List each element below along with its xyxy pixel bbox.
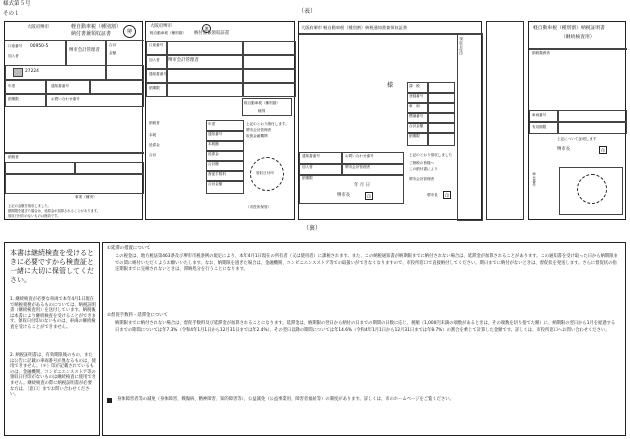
slip3-side-note-4: 堺市長 — [427, 193, 438, 197]
slip3-shicho: 堺市長 — [337, 193, 351, 198]
slip1-kouza-label: 口座番号 — [8, 44, 23, 48]
back-heading-2: ②督促手数料・延滞金について — [107, 313, 168, 318]
slip4-date-stamp — [577, 174, 607, 204]
slip3-side-note-1: ご納税の皆様へ — [409, 161, 435, 165]
slip1-city: 大阪府堺市 — [27, 25, 49, 30]
slip3-owarai-label: お問い合わせ番号 — [345, 154, 374, 158]
slip3-right-label-2: 車 両 — [409, 104, 420, 108]
slip3-shiwake-label: 通知書番号 — [302, 154, 320, 158]
slip2-gokei-label: 合計 — [149, 153, 157, 157]
slip2-tsuuchi-label: 通知書番号 — [149, 72, 167, 76]
slip1-note-3: 領収日付印のないものは無効です。 — [8, 214, 61, 218]
back-para-1: この税金は、地方税法第463条及び堺市市税条例の規定により、本年4月1日現在の所有者（又は使用者）に課税されます。また、この納税通知書が納期限までに納付されない場合は、延滞金が加算されることがあります。この通知書を受け取った日から納期限までの間に納付いただくようお願いいたします。なお、納期限を過ぎた場合は、金融機関、コンビニエンスストア等での取扱いができなくなりますので、市役所窓口で直接納付してください。期日までに納付がないときは、督促状を発送します。さらに督促状の指定期限までに完納されないときは、滞納処分を行うことになります。 — [115, 254, 618, 273]
slip2-city: 大阪府堺市 — [150, 24, 172, 29]
slip1-note-2: 納期限を過ぎた場合は、延滞金が加算されることがあります。 — [8, 209, 101, 213]
slip1-number2: 27224 — [25, 69, 39, 74]
slip-2-payment — [145, 21, 295, 220]
slip1-gokei-label: 合計 — [109, 43, 117, 47]
slip2-kigen-label: 納期限 — [149, 86, 160, 90]
slip4-shicho: 堺市長 — [557, 147, 571, 152]
slip3-ryoshuu: 領収日付印 — [459, 37, 464, 55]
slip2-item-4: 合計額 — [208, 162, 219, 166]
omote-label: （表） — [298, 8, 317, 15]
slip2-note-2: 取扱金融機関 — [246, 134, 268, 138]
slip1-note-1: 上記の金額を領収しました。 — [8, 204, 51, 208]
slip2-hoteki: 軽自動車税（種別割） — [244, 101, 280, 105]
slip1-kanyusha-label: 加入者 — [8, 54, 19, 58]
slip3-side-note-0: 上記のとおり領収しました — [409, 153, 453, 157]
slip3-kanyusha-label: 加入者 — [302, 165, 313, 169]
ura-label: （裏） — [303, 225, 322, 232]
slip4-nouzeisha-label: 納税義務者 — [532, 51, 550, 55]
back-bullet — [107, 398, 112, 403]
slip2-seal: 堺 — [202, 24, 211, 33]
slip2-item-3: 延滞金 — [208, 152, 219, 156]
slip1-owarai-label: お問い合わせ番号 — [51, 97, 80, 101]
slip3-right-label-4: 合計金額 — [409, 124, 424, 128]
slip3-right-label-1: 登録番号 — [409, 94, 424, 98]
back-heading-1: ①延滞の措置について — [107, 246, 151, 251]
slip2-kouza-label: 口座番号 — [149, 43, 164, 47]
back-para-2: 納期限までに納付されない場合は、督促手数料及び延滞金が加算されることになります。延滞金は、納期限の翌日から納付の日までの期間の日数に応じ、税額（1,000円未満の端数があるときは、その端数を切り捨てた額）に、納期限の翌日から1月を経過する日までの期間については年7.3%（令和4年1月1日から12月31日までは年2.4%）、その翌日以降の期間については年14.6%（令和4年1月1日から12月31日までは年8.7%）の割合を乗じて計算した金額です。詳しくは、市役所窓口へお問い合わせください。 — [115, 321, 616, 333]
slip3-side-seal: 印 — [445, 193, 449, 198]
slip2-honzei-label: 本税 — [149, 133, 157, 137]
slip3-nouki-label: 納期限 — [302, 176, 313, 180]
slip4-hakko: 上記について証明します — [557, 137, 597, 141]
slip3-side-note-3: 堺市会計管理者 — [409, 177, 435, 181]
form-number: 様式第５号 — [3, 1, 31, 7]
slip2-item-0: 年度 — [208, 122, 216, 126]
slip-4-certificate — [528, 21, 626, 220]
slip4-yukou-label: 有効期限 — [532, 125, 547, 129]
slip2-kanyusha-name: 堺市会計管理者 — [168, 58, 199, 63]
slip2-entai-label: 延滞金 — [149, 143, 160, 147]
slip2-kanyusha-label: 加入者 — [149, 58, 160, 62]
slip4-subtitle: （継続検査用） — [561, 35, 595, 40]
slip1-kingaku-label: 金額 — [109, 51, 117, 55]
slip2-item-6: 合計金額 — [208, 182, 223, 186]
slip3-side-note-2: この納付書により — [409, 167, 438, 171]
slip1-number1: 00950-5 — [30, 44, 49, 49]
slip3-right-label-3: 標識番号 — [409, 114, 424, 118]
slip4-shadai-label: 車台番号 — [532, 172, 537, 187]
slip3-shicho-seal: 印 — [367, 194, 371, 199]
sono-label: その１ — [3, 11, 20, 17]
slip4-seal: 印 — [601, 148, 605, 153]
slip-1-receipt — [4, 21, 143, 220]
slip4-sharyo-label: 車両番号 — [532, 113, 547, 117]
slip2-note-1: 堺市会計管理者 — [246, 128, 272, 132]
back-left-lead: 本書は継続検査を受けるときに必要ですから検査証と一緒に大切に保管してください。 — [10, 249, 94, 284]
slip3-sama: 様 — [387, 82, 394, 89]
slip1-title-line1: 軽自動車税（種別割） — [71, 24, 122, 30]
slip2-item-1: 通知番号 — [208, 132, 223, 136]
slip2-note-3: （市役所保管） — [246, 205, 272, 209]
slip2-shubetsu: 種別 — [258, 109, 266, 113]
slip3-right-label-5: 納期限 — [409, 134, 420, 138]
slip1-jigyou-label: 事業（種別） — [75, 195, 97, 199]
back-left-panel — [4, 242, 100, 436]
slip2-kind: 軽自動車税（種別割） — [150, 31, 186, 35]
slip1-kanyusha-name: 堺市会計管理者 — [69, 48, 100, 53]
back-para-3: 身体障害者等の減免（身体障害、戦傷病、精神障害、知的障害等）、公益減免（公益事業用、障害者福祉等）の制度があります。詳しくは、市のホームページをご覧ください。 — [117, 397, 454, 402]
slip3-title: 大阪府堺市 軽自動車税（種別割）納税通知書兼領収証書 — [301, 25, 408, 30]
slip3-kanyusha-name: 堺市会計管理者 — [345, 165, 371, 169]
back-left-item-1: 1. 継続検査が必要な車両で本年4月1日現在で納税義務があるものについては、納税証明書（継続検査用）を送付しています。納税後は本書により継続検査を受けることができます。領収日付印のないものは、車両の継続検査を受けることができません。 — [10, 297, 96, 330]
slip1-nouzei-label: 納税者 — [8, 155, 19, 159]
slip1-seal: 堺 — [123, 25, 136, 38]
slip1-nendo-label: 年度 — [8, 84, 16, 88]
slip1-kigen-label: 納期限 — [8, 97, 19, 101]
slip4-title: 軽自動車税（種別割）納税証明書 — [533, 26, 605, 31]
slip2-title: 納付書兼領収証書 — [194, 31, 230, 36]
slip-3-notice — [298, 21, 482, 220]
slip1-tsuuchi-label: 通知書番号 — [51, 84, 69, 88]
back-right-panel — [102, 242, 626, 436]
slip2-ryoshu: 領収日付印 — [256, 171, 274, 175]
back-left-item-2: 2. 納税証明書は、有効期限後のもの、または公告に記載の車両番号が異なるものは、使用できません。（＊）印が記載されているものは、金融機関、コンビニエンスストア等の領収日付印がないものは継続検査に使用できません。継続検査の際に納税証明書が必要な方は、［窓口］までお問い合わせください。 — [10, 353, 96, 398]
slip1-title-line2: 納付書兼領収証書 — [71, 31, 112, 37]
slip-divider-strip — [486, 21, 524, 220]
slip2-item-2: 本税額 — [208, 142, 219, 146]
slip2-item-5: 督促手数料 — [208, 172, 226, 176]
slip2-note-0: 上記のとおり納付します。 — [246, 122, 289, 126]
slip2-nouzei-label: 納税者 — [149, 121, 160, 125]
slip3-right-label-0: 課 税 — [409, 84, 420, 88]
slip3-date: 年 月 日 — [354, 183, 370, 188]
